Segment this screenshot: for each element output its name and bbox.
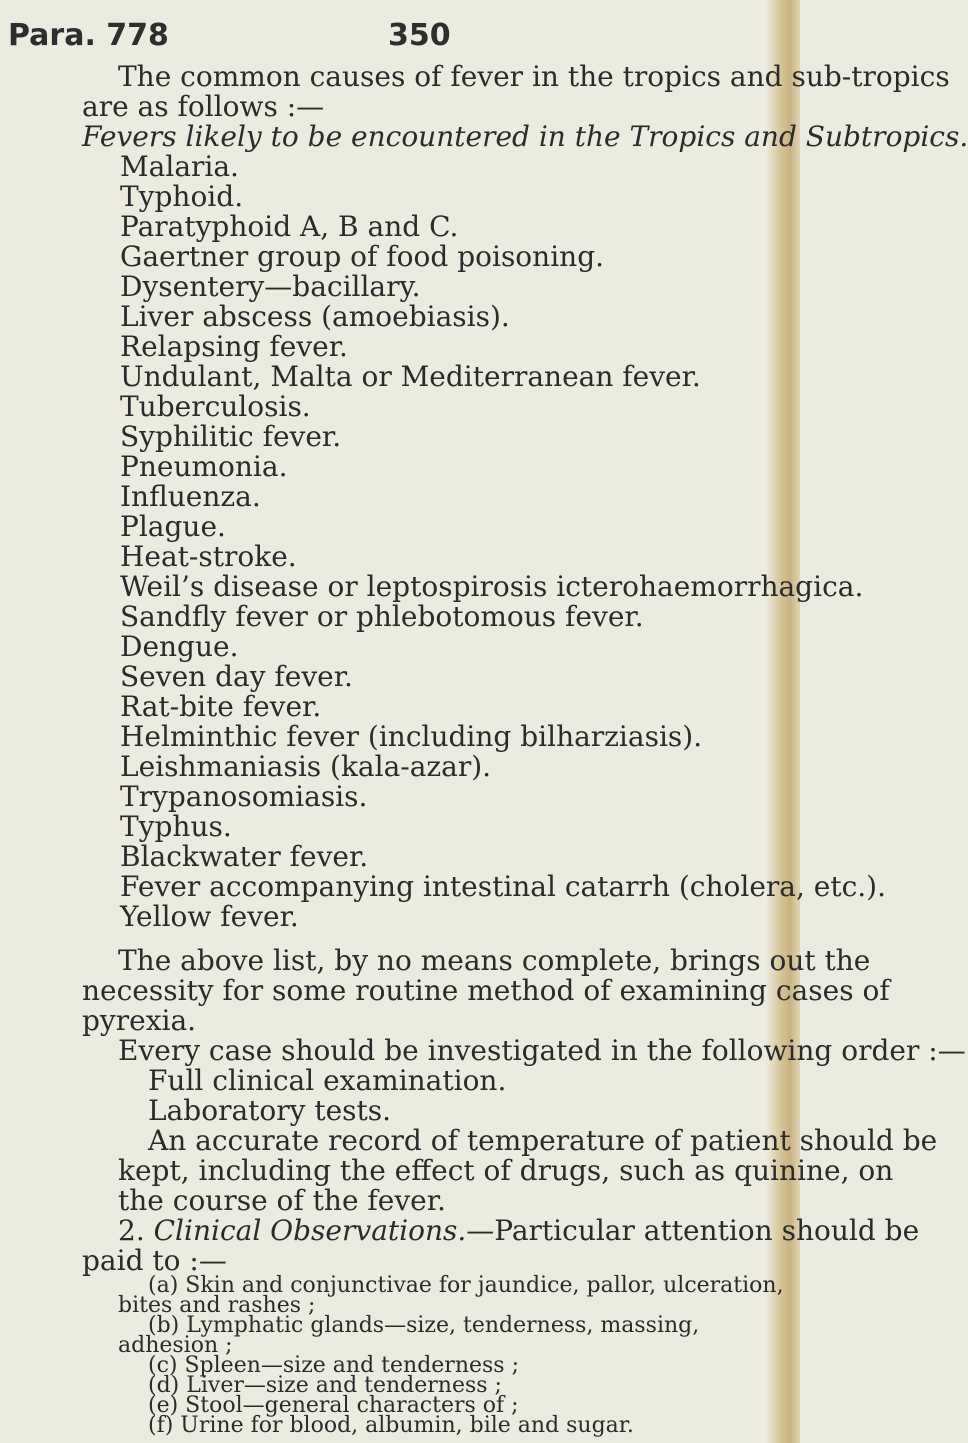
list-item: Plague. [120,510,226,543]
list-item: Typhoid. [120,180,244,213]
paragraph-line: Every case should be investigated in the following order :— [118,1034,966,1067]
list-heading-text: Fevers likely to be encountered in the Tropics and Subtropics. [82,120,968,153]
observation-item: (c) Spleen—size and tenderness ; [148,1353,519,1378]
observation-item: (b) Lymphatic glands—size, tenderness, massing, [148,1313,700,1338]
list-item: Fever accompanying intestinal catarrh (cholera, etc.). [120,870,887,903]
observation-item: (a) Skin and conjunctivae for jaundice, pallor, ulceration, [148,1273,784,1298]
list-item: Leishmaniasis (kala-azar). [120,750,492,783]
list-item: Rat-bite fever. [120,690,322,723]
list-item: Blackwater fever. [120,840,369,873]
list-item: Influenza. [120,480,261,513]
list-item: Helminthic fever (including bilharziasis). [120,720,703,753]
section-heading-line [118,1216,919,1246]
list-item-continuation: the course of the fever. [118,1184,446,1217]
section-number: 2. [118,1214,145,1247]
list-item: Tuberculosis. [120,390,311,423]
observation-item-continuation: bites and rashes ; [118,1293,316,1318]
observation-item-continuation: adhesion ; [118,1333,233,1358]
list-item: Undulant, Malta or Mediterranean fever. [120,360,701,393]
list-item: Malaria. [120,150,239,183]
list-item: Typhus. [120,810,232,843]
list-item: Full clinical examination. [148,1064,507,1097]
list-item: Relapsing fever. [120,330,348,363]
page-header [8,18,764,54]
list-item: Pneumonia. [120,450,288,483]
paragraph-line: The above list, by no means complete, brings out the [118,944,871,977]
list-item: Gaertner group of food poisoning. [120,240,605,273]
paragraph-line: pyrexia. [82,1004,197,1037]
list-item-continuation: kept, including the effect of drugs, such as quinine, on [118,1154,894,1187]
list-item: Seven day fever. [120,660,353,693]
page-number: 350 [388,18,451,53]
list-item: Yellow fever. [120,900,299,933]
section-heading-rest: —Particular attention should be [466,1214,920,1247]
section-title: Clinical Observations. [153,1214,467,1247]
paragraph-line: paid to :— [82,1244,227,1277]
observation-item: (d) Liver—size and tenderness ; [148,1373,502,1398]
intro-line: are as follows :— [82,90,325,123]
list-item: Liver abscess (amoebiasis). [120,300,510,333]
intro-line: The common causes of fever in the tropics and sub-tropics [118,60,950,93]
list-item: Weil’s disease or leptospirosis icterohaemorrhagica. [120,570,864,603]
list-item: Trypanosomiasis. [120,780,368,813]
observation-item: (f) Urine for blood, albumin, bile and sugar. [148,1413,634,1438]
list-item: Paratyphoid A, B and C. [120,210,459,243]
paragraph-reference: Para. 778 [8,18,169,53]
list-item: Heat-stroke. [120,540,297,573]
list-item: An accurate record of temperature of patient should be [148,1124,938,1157]
paragraph-line: necessity for some routine method of examining cases of [82,974,890,1007]
observation-item: (e) Stool—general characters of ; [148,1393,519,1418]
list-item: Dysentery—bacillary. [120,270,421,303]
list-item: Dengue. [120,630,239,663]
list-item: Syphilitic fever. [120,420,342,453]
list-item: Sandfly fever or phlebotomous fever. [120,600,644,633]
list-item: Laboratory tests. [148,1094,392,1127]
